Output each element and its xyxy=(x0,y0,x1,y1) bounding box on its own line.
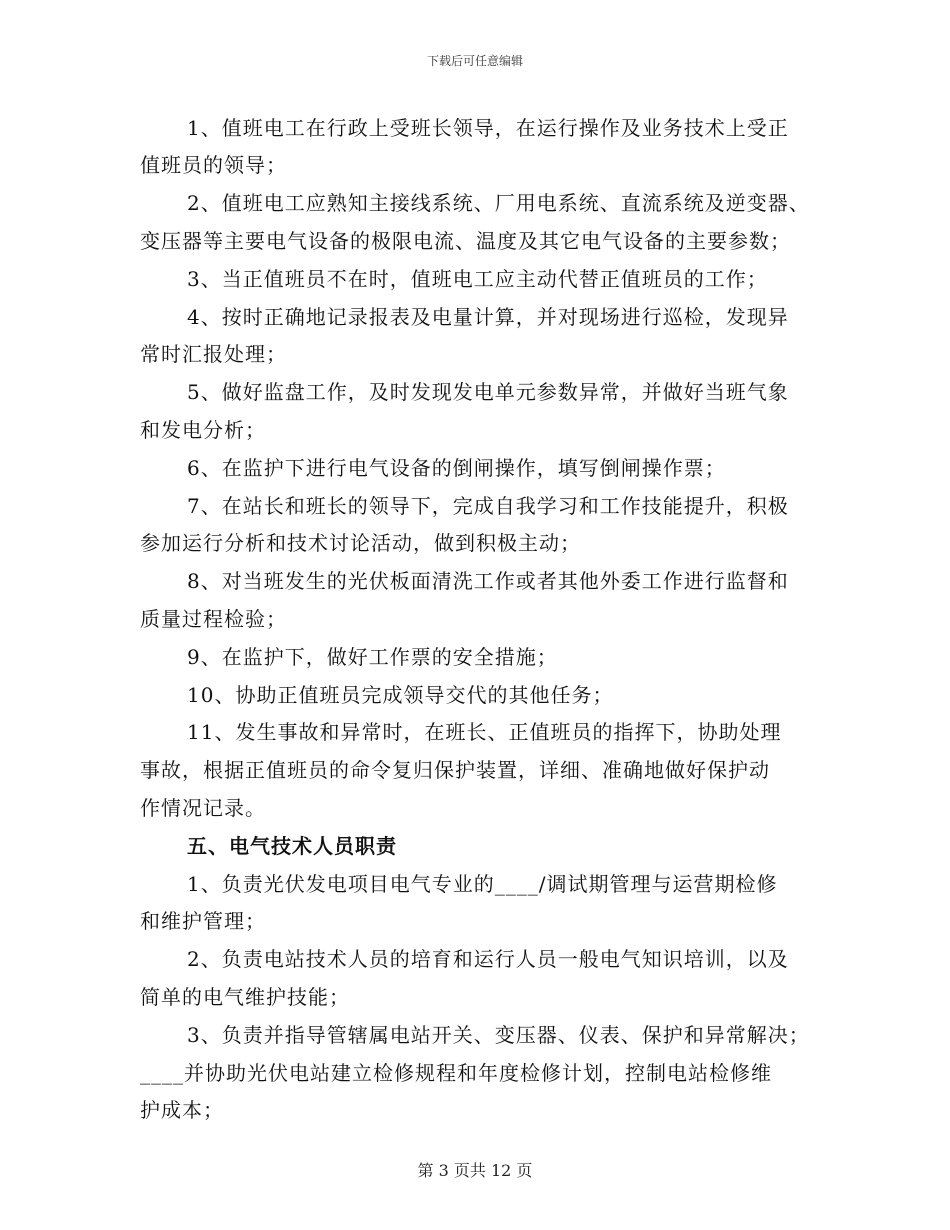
paragraph-line: 质量过程检验； xyxy=(140,607,287,631)
paragraph-line: 6、在监护下进行电气设备的倒闸操作，填写倒闸操作票； xyxy=(187,456,726,480)
paragraph-line: 变压器等主要电气设备的极限电流、温度及其它电气设备的主要参数； xyxy=(140,229,791,253)
paragraph-line: 10、协助正值班员完成领导交代的其他任务； xyxy=(187,683,614,707)
paragraph-line: 事故，根据正值班员的命令复归保护装置，详细、准确地做好保护动 xyxy=(140,758,770,782)
paragraph-line: 参加运行分析和技术讨论活动，做到积极主动； xyxy=(140,531,581,555)
paragraph-line: ____并协助光伏电站建立检修规程和年度检修计划，控制电站检修维 xyxy=(140,1061,772,1085)
paragraph-line: 常时汇报处理； xyxy=(140,342,287,366)
page-header: 下载后可任意编辑 xyxy=(426,54,523,68)
paragraph-line: 1、值班电工在行政上受班长领导，在运行操作及业务技术上受正 xyxy=(187,116,789,140)
paragraph-line: 3、当正值班员不在时，值班电工应主动代替正值班员的工作； xyxy=(187,267,768,291)
paragraph-line: 1、负责光伏发电项目电气专业的____/调试期管理与运营期检修 xyxy=(187,872,778,896)
paragraph-line: 4、按时正确地记录报表及电量计算，并对现场进行巡检，发现异 xyxy=(187,305,789,329)
paragraph-line: 3、负责并指导管辖属电站开关、变压器、仪表、保护和异常解决； xyxy=(187,1023,810,1047)
paragraph-line: 2、值班电工应熟知主接线系统、厂用电系统、直流系统及逆变器、 xyxy=(187,191,810,215)
paragraph-line: 和发电分析； xyxy=(140,418,266,442)
paragraph-line: 11、发生事故和异常时，在班长、正值班员的指挥下，协助处理 xyxy=(187,720,782,744)
paragraph-line: 9、在监护下，做好工作票的安全措施； xyxy=(187,645,558,669)
paragraph-line: 护成本； xyxy=(140,1098,224,1122)
section-heading: 五、电气技术人员职责 xyxy=(187,834,397,858)
paragraph-line: 2、负责电站技术人员的培育和运行人员一般电气知识培训，以及 xyxy=(187,947,789,971)
paragraph-line: 作情况记录。 xyxy=(140,796,266,820)
paragraph-line: 和维护管理； xyxy=(140,909,266,933)
page-footer: 第 3 页共 12 页 xyxy=(417,1161,533,1180)
paragraph-line: 简单的电气维护技能； xyxy=(140,985,350,1009)
paragraph-line: 7、在站长和班长的领导下，完成自我学习和工作技能提升，积极 xyxy=(187,494,789,518)
paragraph-line: 5、做好监盘工作，及时发现发电单元参数异常，并做好当班气象 xyxy=(187,380,789,404)
paragraph-line: 值班员的领导； xyxy=(140,153,287,177)
paragraph-line: 8、对当班发生的光伏板面清洗工作或者其他外委工作进行监督和 xyxy=(187,569,789,593)
